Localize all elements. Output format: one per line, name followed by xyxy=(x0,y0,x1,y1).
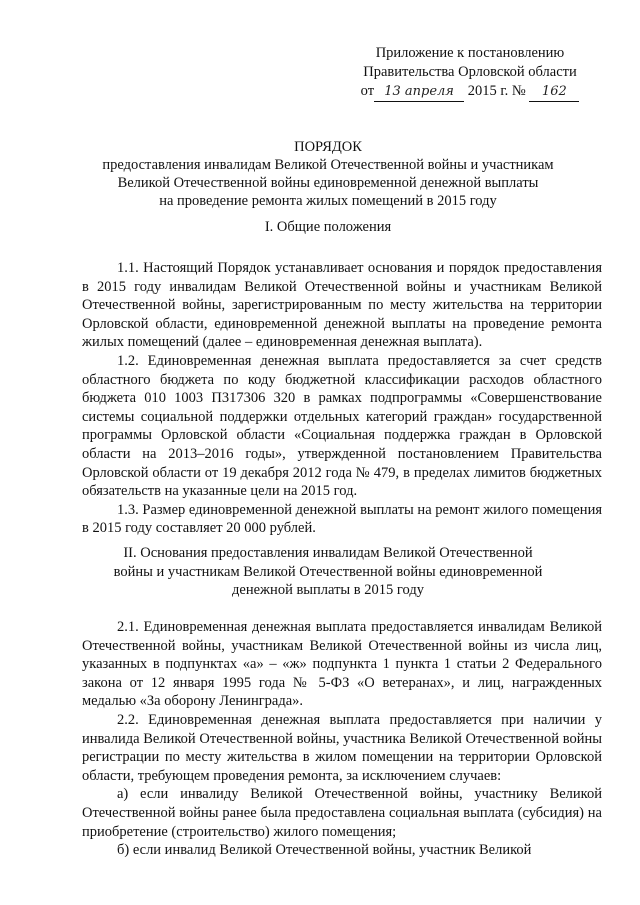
section-1-body xyxy=(82,259,602,538)
handwritten-date: 13 апреля xyxy=(374,82,464,102)
section-2-heading-line-3: денежной выплаты в 2015 году xyxy=(232,582,424,599)
appendix-line-1: Приложение к постановлению xyxy=(375,45,565,61)
title-sub-1: предоставления инвалидам Великой Отечественной войны и участникам xyxy=(102,157,554,173)
date-prefix: от xyxy=(360,83,375,99)
paragraph-2-2-a: а) если инвалиду Великой Отечественной войны, участнику Великой Отечественной войны ранее была предоставлена социальная выплата (субсидия) на приобретение (строительство) жилого помещения; xyxy=(82,786,602,840)
paragraph-2-2: 2.2. Единовременная денежная выплата предоставляется при наличии у инвалида Великой Отечественной войны, участника Великой Отечественной войны регистрации по месту жительства в жилом помещении на территории Орловской области, требующем проведения ремонта, за исключением случаев: xyxy=(82,711,602,784)
section-1-heading: I. Общие положения xyxy=(264,219,392,235)
title-main: ПОРЯДОК xyxy=(294,139,362,155)
title-sub-2: Великой Отечественной войны единовременной денежной выплаты xyxy=(117,175,539,191)
paragraph-1-2: 1.2. Единовременная денежная выплата предоставляется за счет средств областного бюджета по коду бюджетной классификации расходов областного бюджета 010 1003 П317306 320 в рамках подпрограммы «Совершенствование системы социальной поддержки отдельных категорий граждан» государственной программы Орловской области «Социальная поддержка граждан в Орловской области на 2013–2016 годы», утвержденной постановлением Правительства Орловской области от 19 декабря 2012 года № 479, в пределах лимитов бюджетных обязательств на указанные цели на 2015 год. xyxy=(82,352,602,500)
appendix-date-line xyxy=(350,82,590,102)
paragraph-1-1: 1.1. Настоящий Порядок устанавливает основания и порядок предоставления в 2015 году инвалидам Великой Отечественной войны и участникам Великой Отечественной войны, зарегистрированным по месту жительства на территории Орловской области, единовременной денежной выплаты на проведение ремонта жилых помещений (далее – единовременная денежная выплата). xyxy=(82,260,602,351)
paragraph-2-1: 2.1. Единовременная денежная выплата предоставляется инвалидам Великой Отечественной войны, участникам Великой Отечественной войны из числа лиц, указанных в подпунктах «а» – «ж» подпункта 1 пункта 1 статьи 2 Федерального закона от 12 января 1995 года № 5-ФЗ «О ветеранах», и лиц, награжденных медалью «За оборону Ленинграда». xyxy=(82,619,602,710)
appendix-block xyxy=(350,44,590,102)
paragraph-1-3: 1.3. Размер единовременной денежной выплаты на ремонт жилого помещения в 2015 году составляет 20 000 рублей. xyxy=(82,501,602,537)
title-sub-3: на проведение ремонта жилых помещений в 2015 году xyxy=(159,193,497,209)
appendix-line-2: Правительства Орловской области xyxy=(363,64,577,80)
date-suffix: 2015 г. № xyxy=(467,83,526,99)
section-2-heading-line-2: войны и участникам Великой Отечественной войны единовременной xyxy=(113,563,543,580)
document-title xyxy=(60,138,596,210)
section-2-heading-line-1: II. Основания предоставления инвалидам Великой Отечественной xyxy=(123,545,533,561)
section-2-body xyxy=(82,618,602,860)
section-2-heading xyxy=(60,544,596,600)
handwritten-number: 162 xyxy=(529,82,579,102)
paragraph-2-2-b: б) если инвалид Великой Отечественной войны, участник Великой xyxy=(117,842,532,859)
